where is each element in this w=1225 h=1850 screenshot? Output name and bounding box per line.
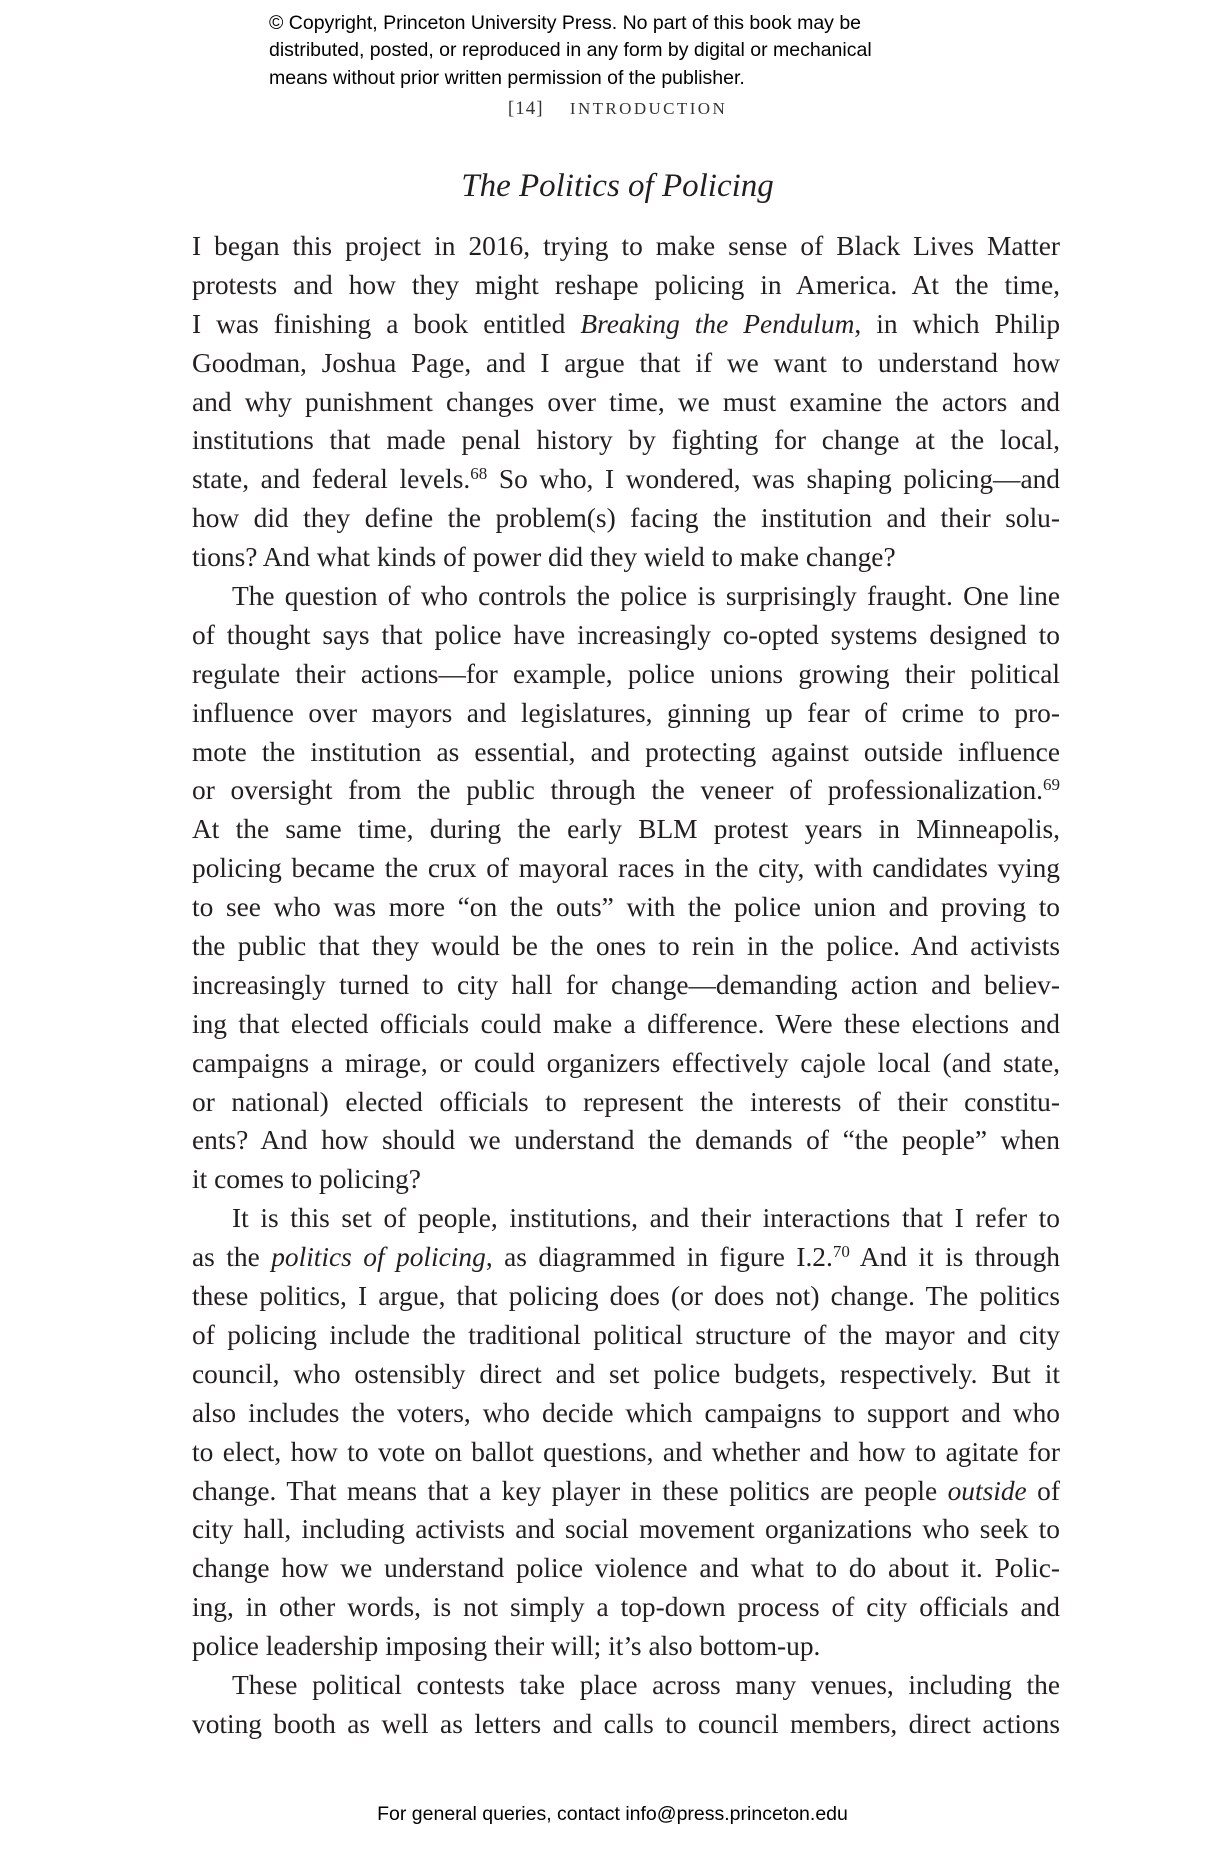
text-segment: Goodman, Joshua Page, and I argue that if we want to understand how	[192, 347, 1060, 378]
text-segment: of thought says that police have increasingly co-opted systems designed to	[192, 619, 1060, 650]
footnote-reference: 68	[470, 464, 488, 484]
text-line	[192, 1005, 1060, 1044]
text-segment: the public that they would be the ones to rein in the police. And activists	[192, 931, 1060, 962]
text-segment: or oversight from the public through the veneer of professionalization.	[192, 775, 1043, 806]
text-segment: It is this set of people, institutions, and their interactions that I refer to	[232, 1203, 1060, 1234]
copyright-notice	[269, 10, 872, 92]
text-line	[192, 1355, 1060, 1394]
text-line	[192, 1666, 1060, 1705]
text-segment: institutions that made penal history by fighting for change at the local,	[192, 425, 1060, 456]
text-line	[192, 616, 1060, 655]
text-segment: as the	[192, 1242, 272, 1273]
text-line	[192, 1433, 1060, 1472]
text-line	[192, 888, 1060, 927]
text-segment: regulate their actions—for example, police unions growing their political	[192, 658, 1060, 689]
text-segment: ing, in other words, is not simply a top-down process of city officials and	[192, 1592, 1060, 1623]
footnote-reference: 70	[832, 1242, 850, 1262]
copyright-line: distributed, posted, or reproduced in any form by digital or mechanical	[269, 39, 872, 62]
text-line	[192, 1121, 1060, 1160]
text-segment: council, who ostensibly direct and set police budgets, respectively. But it	[192, 1358, 1060, 1389]
section-title: The Politics of Policing	[461, 168, 774, 204]
text-segment: The question of who controls the police is surprisingly fraught. One line	[232, 581, 1060, 612]
text-line	[192, 771, 1060, 810]
text-line	[192, 1238, 1060, 1277]
page-number: [14]	[507, 98, 544, 119]
section-name: INTRODUCTION	[569, 99, 728, 118]
text-segment: , in which Philip	[854, 308, 1061, 339]
text-line	[192, 538, 1060, 577]
text-line	[192, 1472, 1060, 1511]
italic-text: outside	[947, 1475, 1027, 1506]
text-line	[192, 927, 1060, 966]
text-line	[192, 1160, 1060, 1199]
text-line	[192, 1588, 1060, 1627]
text-segment: and why punishment changes over time, we must examine the actors and	[192, 386, 1060, 417]
text-segment: state, and federal levels.	[192, 464, 471, 495]
text-line	[192, 1044, 1060, 1083]
text-line	[192, 966, 1060, 1005]
italic-text: Breaking the Pendulum	[580, 308, 855, 339]
text-line	[192, 344, 1060, 383]
text-line	[192, 1277, 1060, 1316]
text-segment: police leadership imposing their will; it’s also bottom-up.	[192, 1631, 821, 1662]
text-segment: change. That means that a key player in these politics are people	[192, 1475, 948, 1506]
text-segment: voting booth as well as letters and calls to council members, direct actions	[192, 1708, 1060, 1739]
text-line	[192, 577, 1060, 616]
text-line	[192, 1199, 1060, 1238]
running-head	[0, 98, 1225, 120]
text-line	[192, 655, 1060, 694]
text-segment: policing became the crux of mayoral races in the city, with candidates vying	[192, 853, 1060, 884]
footnote-reference: 69	[1043, 775, 1060, 795]
text-segment: how did they define the problem(s) facing the institution and their solu-	[192, 503, 1060, 534]
text-segment: also includes the voters, who decide which campaigns to support and who	[192, 1397, 1060, 1428]
text-line	[192, 694, 1060, 733]
text-line	[192, 1705, 1060, 1744]
body-text	[192, 227, 1060, 1744]
text-segment: of policing include the traditional political structure of the mayor and city	[192, 1319, 1060, 1350]
text-line	[192, 266, 1060, 305]
text-segment: ents? And how should we understand the demands of “the people” when	[192, 1125, 1060, 1156]
text-segment: city hall, including activists and social movement organizations who seek to	[192, 1514, 1060, 1545]
text-line	[192, 810, 1060, 849]
text-line	[192, 499, 1060, 538]
text-line	[192, 305, 1060, 344]
text-segment: At the same time, during the early BLM protest years in Minneapolis,	[192, 814, 1060, 845]
text-segment: change how we understand police violence and what to do about it. Polic-	[192, 1553, 1060, 1584]
text-segment: So who, I wondered, was shaping policing—and	[487, 464, 1060, 495]
text-segment: I began this project in 2016, trying to make sense of Black Lives Matter	[192, 231, 1060, 261]
text-segment: protests and how they might reshape policing in America. At the time,	[192, 269, 1060, 300]
text-segment: I was finishing a book entitled	[192, 308, 581, 339]
text-line	[192, 733, 1060, 772]
text-segment: These political contests take place across many venues, including the	[232, 1669, 1060, 1700]
text-line	[192, 1394, 1060, 1433]
text-line	[192, 1510, 1060, 1549]
text-segment: tions? And what kinds of power did they wield to make change?	[192, 542, 896, 573]
italic-text: politics of policing	[271, 1242, 486, 1273]
footer-contact: For general queries, contact info@press.princeton.edu	[377, 1803, 848, 1825]
text-line	[192, 421, 1060, 460]
text-line	[192, 227, 1060, 266]
text-segment: campaigns a mirage, or could organizers effectively cajole local (and state,	[192, 1047, 1060, 1078]
text-segment: it comes to policing?	[192, 1164, 421, 1195]
text-segment: And it is through	[849, 1242, 1060, 1273]
text-line	[192, 1627, 1060, 1666]
text-line	[192, 1316, 1060, 1355]
text-line	[192, 383, 1060, 422]
copyright-line: © Copyright, Princeton University Press. No part of this book may be	[269, 12, 862, 34]
text-segment: to elect, how to vote on ballot questions, and whether and how to agitate for	[192, 1436, 1060, 1467]
text-line	[192, 1549, 1060, 1588]
text-segment: mote the institution as essential, and protecting against outside influence	[192, 736, 1060, 767]
text-segment: increasingly turned to city hall for change—demanding action and believ-	[192, 969, 1060, 1000]
text-segment: or national) elected officials to represent the interests of their constitu-	[192, 1086, 1060, 1117]
text-line	[192, 460, 1060, 499]
text-line	[192, 849, 1060, 888]
text-segment: influence over mayors and legislatures, ginning up fear of crime to pro-	[192, 697, 1060, 728]
copyright-line: means without prior written permission of the publisher.	[269, 66, 745, 89]
text-line	[192, 1083, 1060, 1122]
text-segment: of	[1026, 1475, 1060, 1506]
text-segment: ing that elected officials could make a difference. Were these elections and	[192, 1008, 1060, 1039]
text-segment: these politics, I argue, that policing does (or does not) change. The politics	[192, 1281, 1060, 1312]
text-segment: to see who was more “on the outs” with the police union and proving to	[192, 892, 1060, 923]
text-segment: , as diagrammed in figure I.2.	[485, 1242, 833, 1273]
